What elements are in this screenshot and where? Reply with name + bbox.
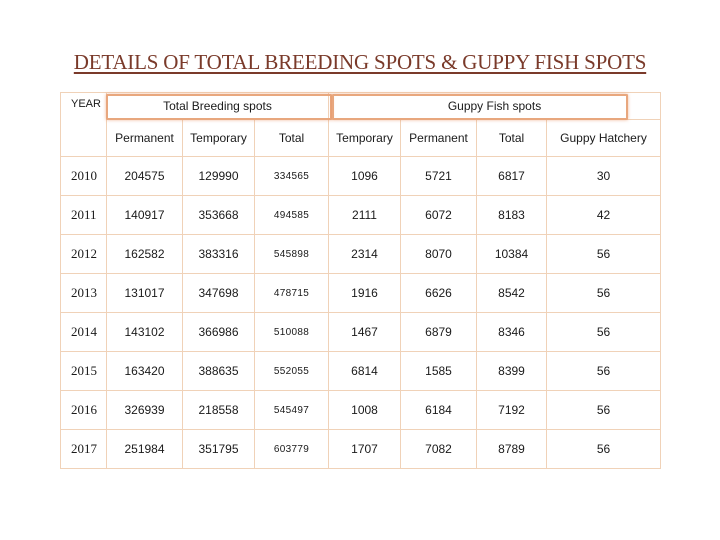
table-cell: 494585 [255,196,329,235]
table-row [61,352,661,391]
table-cell: 7082 [401,430,477,469]
table-cell: 510088 [255,313,329,352]
table-row [61,274,661,313]
column-header: Temporary [183,120,255,157]
column-header: Temporary [329,120,401,157]
column-header: Guppy Hatchery [547,120,661,157]
table-cell: 6879 [401,313,477,352]
table-cell: 8346 [477,313,547,352]
breeding-group-header: Total Breeding spots [107,93,329,120]
table-row [61,157,661,196]
table-cell: 8070 [401,235,477,274]
table-cell: 56 [547,352,661,391]
guppy-group-header: Guppy Fish spots [329,93,661,120]
table-cell: 347698 [183,274,255,313]
table-cell: 383316 [183,235,255,274]
table-cell: 1096 [329,157,401,196]
table-cell: 8183 [477,196,547,235]
table-cell: 603779 [255,430,329,469]
table-row [61,391,661,430]
table-cell: 1467 [329,313,401,352]
table-cell: 56 [547,430,661,469]
breeding-spots-table [60,92,661,469]
table-cell: 6072 [401,196,477,235]
table-cell: 251984 [107,430,183,469]
table-cell: 334565 [255,157,329,196]
table-cell: 478715 [255,274,329,313]
column-header: Total [255,120,329,157]
table-cell: 545497 [255,391,329,430]
table-row [61,235,661,274]
table-cell: 7192 [477,391,547,430]
table-cell: 8789 [477,430,547,469]
table-cell: 1916 [329,274,401,313]
table-cell: 6814 [329,352,401,391]
table-cell: 8542 [477,274,547,313]
table-cell: 351795 [183,430,255,469]
table-cell: 1585 [401,352,477,391]
table-row [61,196,661,235]
table-cell: 1707 [329,430,401,469]
page-title: DETAILS OF TOTAL BREEDING SPOTS & GUPPY FISH SPOTS [73,50,647,74]
table-cell: 56 [547,235,661,274]
table-cell: 162582 [107,235,183,274]
table-cell: 140917 [107,196,183,235]
table-cell: 2111 [329,196,401,235]
table-cell: 388635 [183,352,255,391]
table-cell: 131017 [107,274,183,313]
table-cell: 204575 [107,157,183,196]
table-cell: 56 [547,274,661,313]
table-cell: 366986 [183,313,255,352]
table-cell: 163420 [107,352,183,391]
table-cell: 545898 [255,235,329,274]
table-cell: 8399 [477,352,547,391]
table-row [61,313,661,352]
table-cell: 218558 [183,391,255,430]
table-row [61,430,661,469]
table-cell: 30 [547,157,661,196]
year-header: YEAR [61,93,107,157]
table-cell: 5721 [401,157,477,196]
table-cell: 56 [547,391,661,430]
table-cell: 1008 [329,391,401,430]
row-year: 2015 [61,352,107,391]
table-cell: 353668 [183,196,255,235]
column-header: Total [477,120,547,157]
column-header: Permanent [401,120,477,157]
table-cell: 6626 [401,274,477,313]
row-year: 2017 [61,430,107,469]
row-year: 2010 [61,157,107,196]
header-row-columns [61,120,661,157]
table-cell: 56 [547,313,661,352]
table-cell: 2314 [329,235,401,274]
row-year: 2012 [61,235,107,274]
table-cell: 129990 [183,157,255,196]
table-cell: 10384 [477,235,547,274]
table-cell: 552055 [255,352,329,391]
header-row-groups [61,93,661,120]
row-year: 2014 [61,313,107,352]
table-cell: 143102 [107,313,183,352]
column-header: Permanent [107,120,183,157]
breeding-spots-table-container [60,92,660,469]
row-year: 2016 [61,391,107,430]
table-cell: 326939 [107,391,183,430]
table-cell: 42 [547,196,661,235]
table-cell: 6817 [477,157,547,196]
row-year: 2011 [61,196,107,235]
table-cell: 6184 [401,391,477,430]
row-year: 2013 [61,274,107,313]
